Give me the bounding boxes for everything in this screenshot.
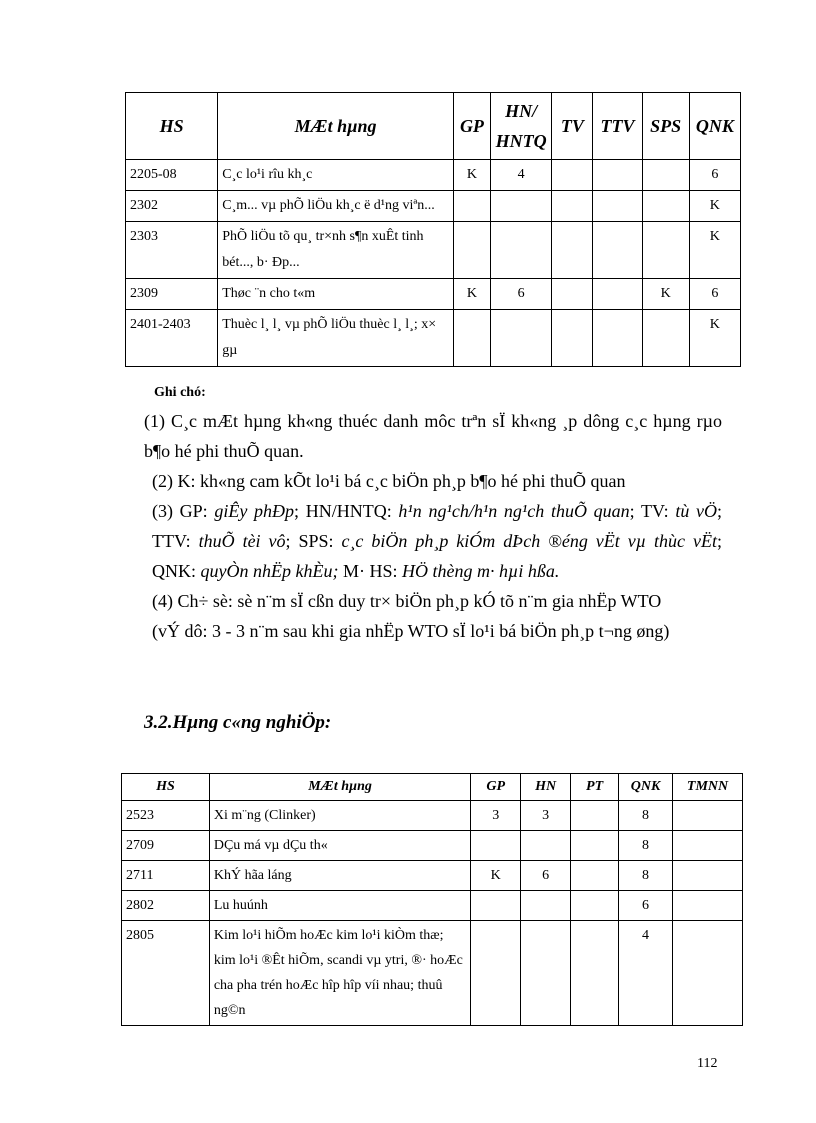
header-sps: SPS (642, 93, 689, 160)
cell-pt (571, 861, 619, 891)
cell-item: Kim lo¹i hiÕm hoÆc kim lo¹i kiÒm thæ; kim lo¹i ®Êt hiÕm, scandi vµ ytri, ®· hoÆc cha pha trén hoÆc hîp hîp víi nhau; thuû ng©n (209, 921, 470, 1026)
note-3-ttv-label: ; TTV: (152, 501, 723, 551)
cell-sps (642, 191, 689, 222)
cell-gp: K (454, 279, 491, 310)
table-row (122, 891, 743, 921)
header-item: MÆt hµng (218, 93, 454, 160)
note-3-prefix: (3) GP: (152, 501, 215, 521)
note-5: (vÝ dô: 3 - 3 n¨m sau khi gia nhËp WTO sÏ lo¹i bá biÖn ph¸p t¬ng øng) (152, 621, 670, 641)
cell-tmnn (673, 861, 743, 891)
cell-hs: 2302 (126, 191, 218, 222)
table-row (126, 222, 741, 279)
cell-item: Xi m¨ng (Clinker) (209, 801, 470, 831)
cell-qnk: 6 (619, 891, 673, 921)
cell-sps (642, 310, 689, 367)
header-gp: GP (454, 93, 491, 160)
cell-ttv (593, 310, 642, 367)
nontariff-table-industrial (121, 773, 743, 1026)
cell-hn: 6 (521, 861, 571, 891)
cell-tmnn (673, 801, 743, 831)
cell-hs: 2523 (122, 801, 210, 831)
cell-ttv (593, 160, 642, 191)
note-3-hs: HÖ thèng m· hµi hßa. (401, 561, 560, 581)
cell-hs: 2802 (122, 891, 210, 921)
note-3-ttv: thuÕ tèi vô (198, 531, 286, 551)
note-3-qnk-label: ; QNK: (152, 531, 722, 581)
cell-gp (471, 831, 521, 861)
cell-gp (471, 921, 521, 1026)
cell-sps (642, 160, 689, 191)
section-title: 3.2.Hµng c«ng nghiÖp: (144, 712, 332, 733)
cell-pt (571, 831, 619, 861)
note-3 (144, 496, 722, 586)
header-hn: HN (521, 774, 571, 801)
note-3-tv-label: ; TV: (629, 501, 676, 521)
cell-gp: K (471, 861, 521, 891)
header-qnk: QNK (619, 774, 673, 801)
cell-qnk: 4 (619, 921, 673, 1026)
header-item: MÆt hµng (209, 774, 470, 801)
cell-hs: 2303 (126, 222, 218, 279)
cell-sps (642, 222, 689, 279)
cell-item: DÇu má vµ dÇu th« (209, 831, 470, 861)
cell-hn (521, 831, 571, 861)
cell-tv (552, 160, 593, 191)
cell-pt (571, 921, 619, 1026)
cell-hn (521, 891, 571, 921)
note-3-hs-label: M· HS: (338, 561, 402, 581)
cell-pt (571, 801, 619, 831)
cell-hn: 6 (490, 279, 551, 310)
cell-hs: 2401-2403 (126, 310, 218, 367)
header-tmnn: TMNN (673, 774, 743, 801)
note-3-qnk: quyÒn nhËp khÈu; (200, 561, 339, 581)
cell-hn (521, 921, 571, 1026)
notes-block (144, 406, 722, 646)
nontariff-table-agriculture (125, 92, 741, 367)
cell-hs: 2711 (122, 861, 210, 891)
cell-gp: 3 (471, 801, 521, 831)
cell-hs: 2205-08 (126, 160, 218, 191)
cell-item: C¸c lo¹i rîu kh¸c (218, 160, 454, 191)
cell-sps: K (642, 279, 689, 310)
cell-tmnn (673, 891, 743, 921)
cell-qnk: K (689, 310, 740, 367)
header-hs: HS (122, 774, 210, 801)
cell-tmnn (673, 921, 743, 1026)
cell-item: Thøc ¨n cho t«m (218, 279, 454, 310)
cell-tmnn (673, 831, 743, 861)
header-ttv: TTV (593, 93, 642, 160)
cell-qnk: 8 (619, 801, 673, 831)
cell-tv (552, 222, 593, 279)
note-3-sps-label: ; SPS: (285, 531, 342, 551)
cell-pt (571, 891, 619, 921)
header-qnk: QNK (689, 93, 740, 160)
table-row (122, 831, 743, 861)
cell-hs: 2805 (122, 921, 210, 1026)
cell-ttv (593, 222, 642, 279)
cell-qnk: K (689, 191, 740, 222)
note-3-hn: h¹n ng¹ch/h¹n ng¹ch thuÕ quan (398, 501, 630, 521)
cell-qnk: K (689, 222, 740, 279)
cell-gp (454, 191, 491, 222)
note-3-sps: c¸c biÖn ph¸p kiÓm dÞch ®éng vËt vµ thùc vËt (341, 531, 717, 551)
note-3-gp: giÊy phÐp (214, 501, 295, 521)
cell-item: KhÝ hãa láng (209, 861, 470, 891)
cell-gp (454, 222, 491, 279)
table-header-row (126, 93, 741, 160)
cell-ttv (593, 279, 642, 310)
cell-gp (471, 891, 521, 921)
cell-qnk: 6 (689, 279, 740, 310)
table-row (126, 279, 741, 310)
cell-tv (552, 310, 593, 367)
table-row (126, 160, 741, 191)
header-hn: HN/ HNTQ (490, 93, 551, 160)
cell-hn (490, 310, 551, 367)
cell-tv (552, 279, 593, 310)
cell-qnk: 6 (689, 160, 740, 191)
note-3-tv: tù vÖ (675, 501, 717, 521)
table-row (122, 861, 743, 891)
table-row (122, 921, 743, 1026)
cell-gp (454, 310, 491, 367)
header-tv: TV (552, 93, 593, 160)
cell-ttv (593, 191, 642, 222)
cell-gp: K (454, 160, 491, 191)
cell-tv (552, 191, 593, 222)
cell-hs: 2309 (126, 279, 218, 310)
note-2: (2) K: kh«ng cam kÕt lo¹i bá c¸c biÖn ph¸p b¶o hé phi thuÕ quan (152, 471, 626, 491)
header-pt: PT (571, 774, 619, 801)
cell-hn (490, 191, 551, 222)
page-number: 112 (697, 1056, 718, 1071)
table-row (122, 801, 743, 831)
table-header-row (122, 774, 743, 801)
notes-title: Ghi chó: (154, 385, 206, 400)
cell-item: PhÕ liÖu tõ qu¸ tr×nh s¶n xuÊt tinh bét..., b· Ðp... (218, 222, 454, 279)
cell-hs: 2709 (122, 831, 210, 861)
cell-hn (490, 222, 551, 279)
note-4: (4) Ch÷ sè: sè n¨m sÏ cßn duy tr× biÖn ph¸p kÓ tõ n¨m gia nhËp WTO (152, 591, 662, 611)
cell-hn: 4 (490, 160, 551, 191)
cell-qnk: 8 (619, 861, 673, 891)
cell-item: Thuèc l¸ l¸ vµ phÕ liÖu thuèc l¸ l¸; x× gµ (218, 310, 454, 367)
cell-item: C¸m... vµ phÕ liÖu kh¸c ë d¹ng viªn... (218, 191, 454, 222)
table-row (126, 191, 741, 222)
header-hs: HS (126, 93, 218, 160)
header-gp: GP (471, 774, 521, 801)
note-3-hn-label: ; HN/HNTQ: (294, 501, 399, 521)
cell-hn: 3 (521, 801, 571, 831)
cell-qnk: 8 (619, 831, 673, 861)
note-1: (1) C¸c mÆt hµng kh«ng thuéc danh môc trªn sÏ kh«ng ¸p dông c¸c hµng rµo b¶o hé phi thuÕ quan. (144, 411, 722, 461)
cell-item: Lu huúnh (209, 891, 470, 921)
table-row (126, 310, 741, 367)
